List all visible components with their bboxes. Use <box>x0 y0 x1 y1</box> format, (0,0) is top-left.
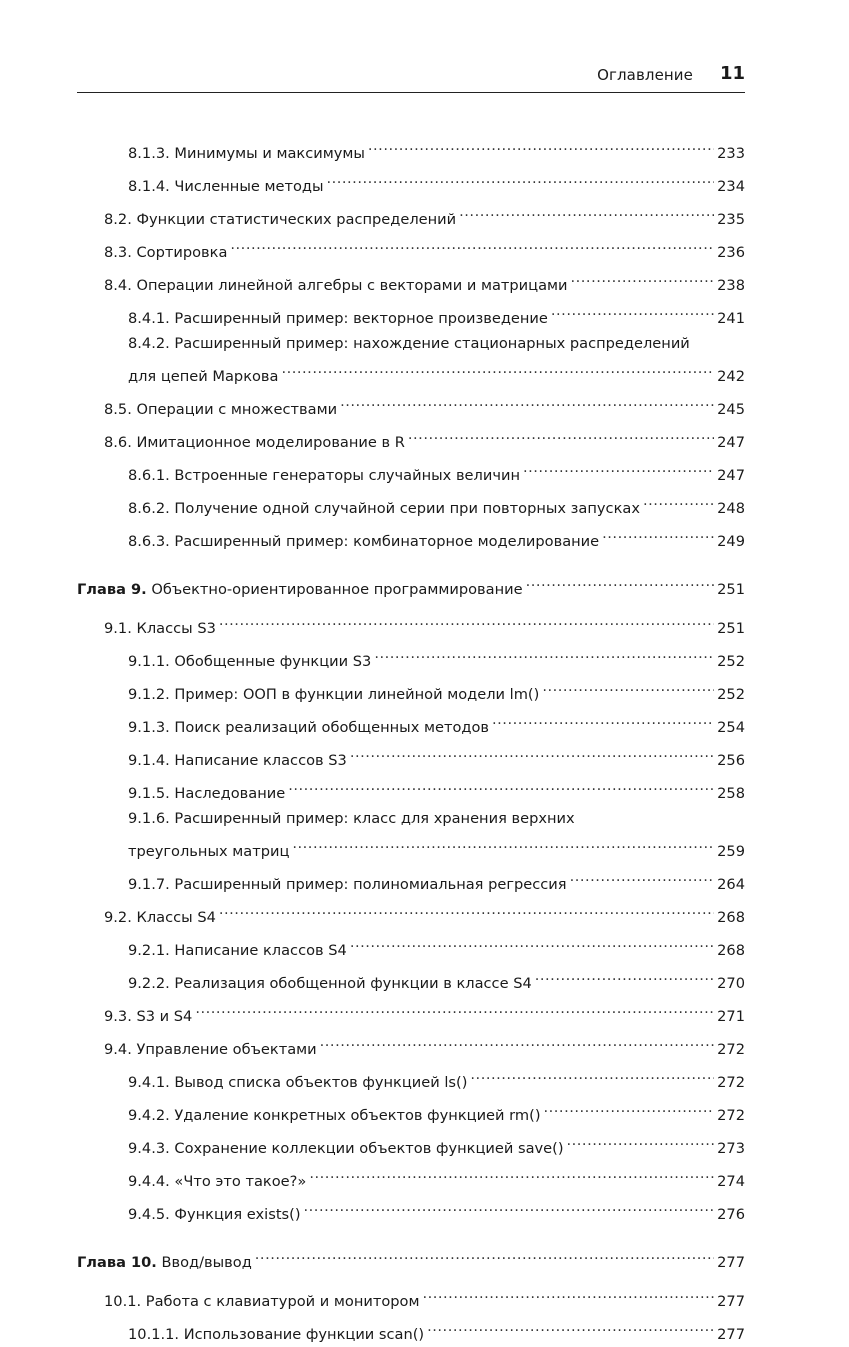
dot-leader <box>551 298 714 323</box>
dot-leader <box>459 199 714 224</box>
toc-page-number: 247 <box>717 434 745 451</box>
toc-page-number: 241 <box>717 310 745 327</box>
toc-entry <box>128 1194 745 1227</box>
toc-page-number: 272 <box>717 1074 745 1091</box>
toc-entry-title: Ввод/вывод <box>156 1254 252 1271</box>
toc-entry-title: 10.1. Работа с клавиатурой и монитором <box>104 1293 420 1310</box>
toc-page-number: 272 <box>717 1107 745 1124</box>
dot-leader <box>643 488 714 513</box>
toc-page-number: 254 <box>717 719 745 736</box>
dot-leader <box>368 133 714 158</box>
toc-entry <box>128 707 745 740</box>
toc-entry-title: Объектно-ориентированное программирование <box>146 581 523 598</box>
toc-entry-title: 8.3. Сортировка <box>104 244 228 261</box>
toc-page-number: 272 <box>717 1041 745 1058</box>
toc-page-number: 277 <box>717 1254 745 1271</box>
dot-leader <box>602 521 714 546</box>
dot-leader <box>492 707 714 732</box>
toc-page-number: 256 <box>717 752 745 769</box>
toc-entry <box>128 773 745 806</box>
dot-leader <box>326 166 714 191</box>
toc-entry-title: 9.3. S3 и S4 <box>104 1008 193 1025</box>
toc-entry-title: 9.1.1. Обобщенные функции S3 <box>128 653 372 670</box>
dot-leader <box>422 1281 714 1306</box>
toc-entry-title-line1: 9.1.6. Расширенный пример: класс для хранения верхних <box>128 810 575 827</box>
toc-entry <box>128 331 745 389</box>
toc-entry <box>128 1128 745 1161</box>
toc-entry-title: 10.1.1. Использование функции scan() <box>128 1326 425 1343</box>
toc-entry <box>128 930 745 963</box>
toc-entry <box>104 389 745 422</box>
dot-leader <box>571 265 715 290</box>
toc-page-number: 236 <box>717 244 745 261</box>
toc-entry-title: для цепей Маркова <box>128 368 279 385</box>
toc-entry-title: 9.4.1. Вывод списка объектов функцией ls() <box>128 1074 468 1091</box>
dot-leader <box>292 831 714 856</box>
dot-leader <box>195 996 714 1021</box>
toc-entry <box>128 806 745 864</box>
toc-entry-title: 8.6.2. Получение одной случайной серии при повторных запусках <box>128 500 640 517</box>
toc-entry-title: треугольных матриц <box>128 843 290 860</box>
toc-page-number: 268 <box>717 942 745 959</box>
toc-entry-title: 9.1.4. Написание классов S3 <box>128 752 347 769</box>
toc-entry-title: 8.6.1. Встроенные генераторы случайных величин <box>128 467 520 484</box>
toc-page-number: 268 <box>717 909 745 926</box>
toc-entry-title: 8.1.4. Численные методы <box>128 178 324 195</box>
header-title: Оглавление <box>597 66 693 84</box>
toc-page-number: 249 <box>717 533 745 550</box>
toc-entry <box>128 455 745 488</box>
toc-entry <box>128 166 745 199</box>
toc-page-number: 270 <box>717 975 745 992</box>
dot-leader <box>350 930 714 955</box>
toc-entry-title: 9.4.3. Сохранение коллекции объектов функцией save() <box>128 1140 564 1157</box>
toc-chapter-entry <box>77 1242 745 1275</box>
dot-leader <box>219 897 714 922</box>
toc-entry-title: 9.1.3. Поиск реализаций обобщенных методов <box>128 719 490 736</box>
toc-page-number: 242 <box>717 368 745 385</box>
toc-entry-title: 9.4.5. Функция exists() <box>128 1206 301 1223</box>
toc-entry-title: 8.6.3. Расширенный пример: комбинаторное моделирование <box>128 533 600 550</box>
toc-page-number: 273 <box>717 1140 745 1157</box>
dot-leader <box>542 674 714 699</box>
toc-page-number: 238 <box>717 277 745 294</box>
toc-entry-title: 9.2.2. Реализация обобщенной функции в классе S4 <box>128 975 532 992</box>
dot-leader <box>320 1029 714 1054</box>
toc-page-number: 276 <box>717 1206 745 1223</box>
toc-page-number: 235 <box>717 211 745 228</box>
toc-entry-title: 9.1.5. Наследование <box>128 785 286 802</box>
dot-leader <box>470 1062 714 1087</box>
toc-entry <box>104 1029 745 1062</box>
toc-entry <box>128 1095 745 1128</box>
toc-entry-title: 8.4.1. Расширенный пример: векторное произведение <box>128 310 548 327</box>
dot-leader <box>374 641 714 666</box>
toc-page-number: 233 <box>717 145 745 162</box>
toc-entry <box>104 608 745 641</box>
toc-page-number: 252 <box>717 686 745 703</box>
dot-leader <box>408 422 714 447</box>
toc-entry <box>128 521 745 554</box>
dot-leader <box>288 773 714 798</box>
toc-entry-title: 8.1.3. Минимумы и максимумы <box>128 145 365 162</box>
toc-entry <box>128 133 745 166</box>
toc-entry-title: 9.4.4. «Что это такое?» <box>128 1173 307 1190</box>
dot-leader <box>304 1194 715 1219</box>
toc-entry-title-line1: 8.4.2. Расширенный пример: нахождение стационарных распределений <box>128 335 690 352</box>
toc-entry <box>128 674 745 707</box>
toc-entry <box>128 1062 745 1095</box>
toc-page-number: 258 <box>717 785 745 802</box>
running-header <box>77 60 745 93</box>
toc-entry <box>128 1314 745 1347</box>
dot-leader <box>309 1161 714 1186</box>
toc-entry <box>104 199 745 232</box>
dot-leader <box>350 740 714 765</box>
toc-entry <box>104 1281 745 1314</box>
dot-leader <box>427 1314 714 1339</box>
toc-page-number: 277 <box>717 1326 745 1343</box>
toc-page-number: 271 <box>717 1008 745 1025</box>
dot-leader <box>255 1242 714 1267</box>
dot-leader <box>340 389 714 414</box>
dot-leader <box>230 232 714 257</box>
toc-entry-title: 9.1.7. Расширенный пример: полиномиальная регрессия <box>128 876 567 893</box>
toc-entry-title: 9.4.2. Удаление конкретных объектов функцией rm() <box>128 1107 541 1124</box>
toc-entry <box>104 422 745 455</box>
toc-entry <box>128 963 745 996</box>
toc-entry-title: 9.4. Управление объектами <box>104 1041 317 1058</box>
toc-entry-title: 8.6. Имитационное моделирование в R <box>104 434 405 451</box>
toc-page-number: 251 <box>717 581 745 598</box>
toc-chapter-label: Глава 9. <box>77 581 147 598</box>
toc-entry-title: 9.2. Классы S4 <box>104 909 216 926</box>
toc-page-number: 248 <box>717 500 745 517</box>
toc-page-number: 234 <box>717 178 745 195</box>
toc-page-number: 274 <box>717 1173 745 1190</box>
toc-page-number: 277 <box>717 1293 745 1310</box>
toc-page-number: 251 <box>717 620 745 637</box>
dot-leader <box>526 569 715 594</box>
toc-chapter-label: Глава 10. <box>77 1254 157 1271</box>
dot-leader <box>523 455 714 480</box>
dot-leader <box>281 356 714 381</box>
toc-entry <box>128 298 745 331</box>
toc-entry <box>104 996 745 1029</box>
header-page-number: 11 <box>719 63 745 84</box>
toc-entry <box>128 864 745 897</box>
dot-leader <box>570 864 715 889</box>
toc-entry <box>128 641 745 674</box>
dot-leader <box>219 608 714 633</box>
toc-page-number: 252 <box>717 653 745 670</box>
toc-entry-title: 9.1. Классы S3 <box>104 620 216 637</box>
toc-entry-title: 8.5. Операции с множествами <box>104 401 338 418</box>
toc-entry <box>104 897 745 930</box>
toc-entry-title: 8.2. Функции статистических распределений <box>104 211 457 228</box>
toc-page-number: 259 <box>717 843 745 860</box>
dot-leader <box>535 963 714 988</box>
toc-entry-title: 9.2.1. Написание классов S4 <box>128 942 347 959</box>
toc-entry <box>104 232 745 265</box>
toc-entry <box>128 488 745 521</box>
dot-leader <box>544 1095 715 1120</box>
table-of-contents <box>0 133 849 1347</box>
toc-entry <box>128 740 745 773</box>
toc-page-number: 245 <box>717 401 745 418</box>
toc-page-number: 247 <box>717 467 745 484</box>
toc-page-number: 264 <box>717 876 745 893</box>
toc-chapter-entry <box>77 569 745 602</box>
toc-entry <box>104 265 745 298</box>
toc-entry-title: 9.1.2. Пример: ООП в функции линейной модели lm() <box>128 686 540 703</box>
dot-leader <box>567 1128 715 1153</box>
toc-entry-title: 8.4. Операции линейной алгебры с векторами и матрицами <box>104 277 568 294</box>
toc-entry <box>128 1161 745 1194</box>
